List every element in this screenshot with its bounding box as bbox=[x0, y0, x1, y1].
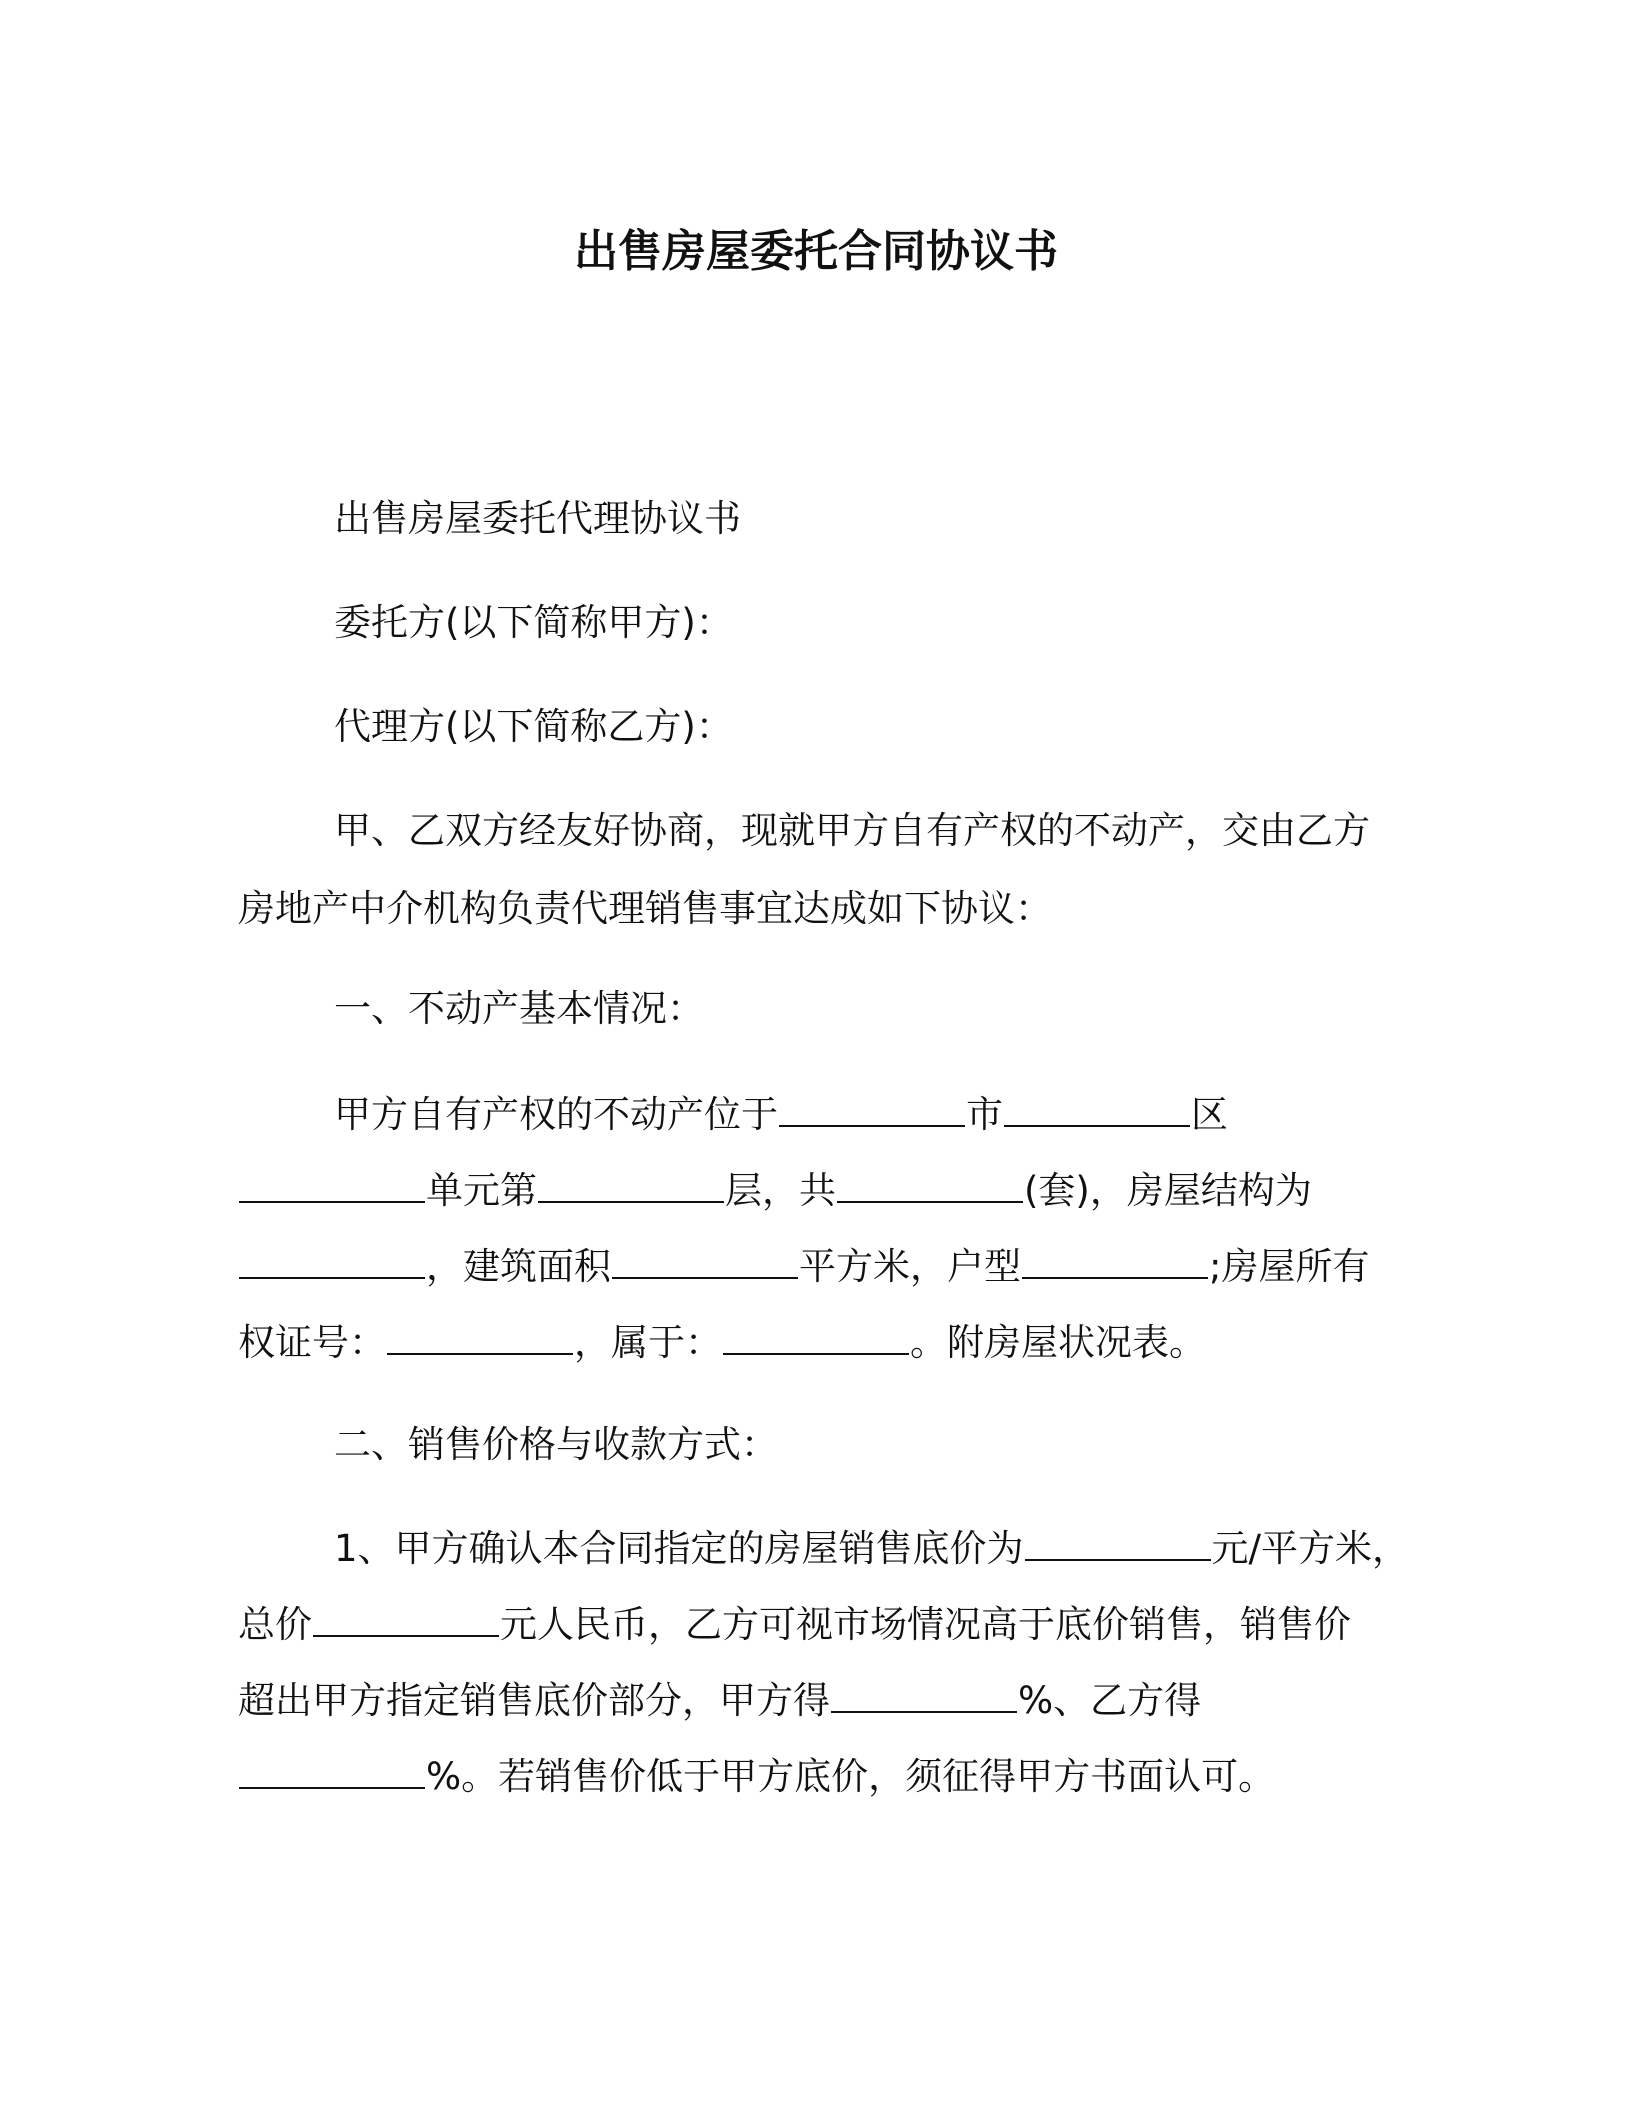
section1-heading: 一、不动产基本情况： bbox=[334, 987, 704, 1030]
fill-blank bbox=[1025, 1529, 1211, 1561]
fill-blank bbox=[612, 1247, 798, 1279]
intro-line-2: 房地产中介机构负责代理销售事宜达成如下协议： bbox=[238, 887, 1052, 930]
section2-line-3 bbox=[238, 1662, 1201, 1740]
text-fragment: 甲方自有产权的不动产位于 bbox=[334, 1093, 778, 1136]
fill-blank bbox=[1022, 1247, 1208, 1279]
fill-blank bbox=[239, 1171, 425, 1203]
text-fragment: 。附房屋状况表。 bbox=[910, 1321, 1206, 1364]
text-fragment: 权证号： bbox=[238, 1321, 386, 1364]
text-fragment: 区 bbox=[1191, 1093, 1228, 1136]
document-title: 出售房屋委托合同协议书 bbox=[574, 226, 1058, 277]
fill-blank bbox=[239, 1757, 425, 1789]
section2-line-2 bbox=[238, 1586, 1351, 1664]
text-fragment: 单元第 bbox=[426, 1169, 537, 1212]
party-a-line: 委托方(以下简称甲方)： bbox=[334, 601, 733, 644]
fill-blank bbox=[313, 1605, 499, 1637]
text-fragment: 总价 bbox=[238, 1603, 312, 1646]
text-fragment: 元人民币，乙方可视市场情况高于底价销售，销售价 bbox=[500, 1603, 1351, 1646]
text-fragment: ，属于： bbox=[574, 1321, 722, 1364]
section2-line-1 bbox=[334, 1510, 1409, 1588]
text-fragment: %、乙方得 bbox=[1018, 1679, 1202, 1722]
text-fragment: ;房屋所有 bbox=[1209, 1245, 1370, 1288]
section1-line-3 bbox=[238, 1228, 1369, 1306]
section1-line-1 bbox=[334, 1076, 1228, 1154]
text-fragment: 平方米，户型 bbox=[799, 1245, 1021, 1288]
section2-heading: 二、销售价格与收款方式： bbox=[334, 1423, 778, 1466]
fill-blank bbox=[779, 1095, 965, 1127]
fill-blank bbox=[239, 1247, 425, 1279]
text-fragment: ，建筑面积 bbox=[426, 1245, 611, 1288]
text-fragment: (套)，房屋结构为 bbox=[1024, 1169, 1312, 1212]
text-fragment: %。若销售价低于甲方底价，须征得甲方书面认可。 bbox=[426, 1755, 1276, 1798]
fill-blank bbox=[831, 1681, 1017, 1713]
section2-line-4 bbox=[238, 1738, 1275, 1816]
section1-line-2 bbox=[238, 1152, 1312, 1230]
text-fragment: 1、甲方确认本合同指定的房屋销售底价为 bbox=[334, 1527, 1024, 1570]
party-b-line: 代理方(以下简称乙方)： bbox=[334, 705, 733, 748]
fill-blank bbox=[1004, 1095, 1190, 1127]
fill-blank bbox=[538, 1171, 724, 1203]
text-fragment: 元/平方米， bbox=[1211, 1527, 1410, 1570]
text-fragment: 层，共 bbox=[725, 1169, 836, 1212]
fill-blank bbox=[837, 1171, 1023, 1203]
text-fragment: 市 bbox=[966, 1093, 1003, 1136]
text-fragment: 超出甲方指定销售底价部分，甲方得 bbox=[238, 1679, 830, 1722]
subtitle: 出售房屋委托代理协议书 bbox=[334, 497, 741, 540]
fill-blank bbox=[387, 1323, 573, 1355]
intro-line-1: 甲、乙双方经友好协商，现就甲方自有产权的不动产，交由乙方 bbox=[334, 809, 1370, 852]
fill-blank bbox=[723, 1323, 909, 1355]
section1-line-4 bbox=[238, 1304, 1206, 1382]
